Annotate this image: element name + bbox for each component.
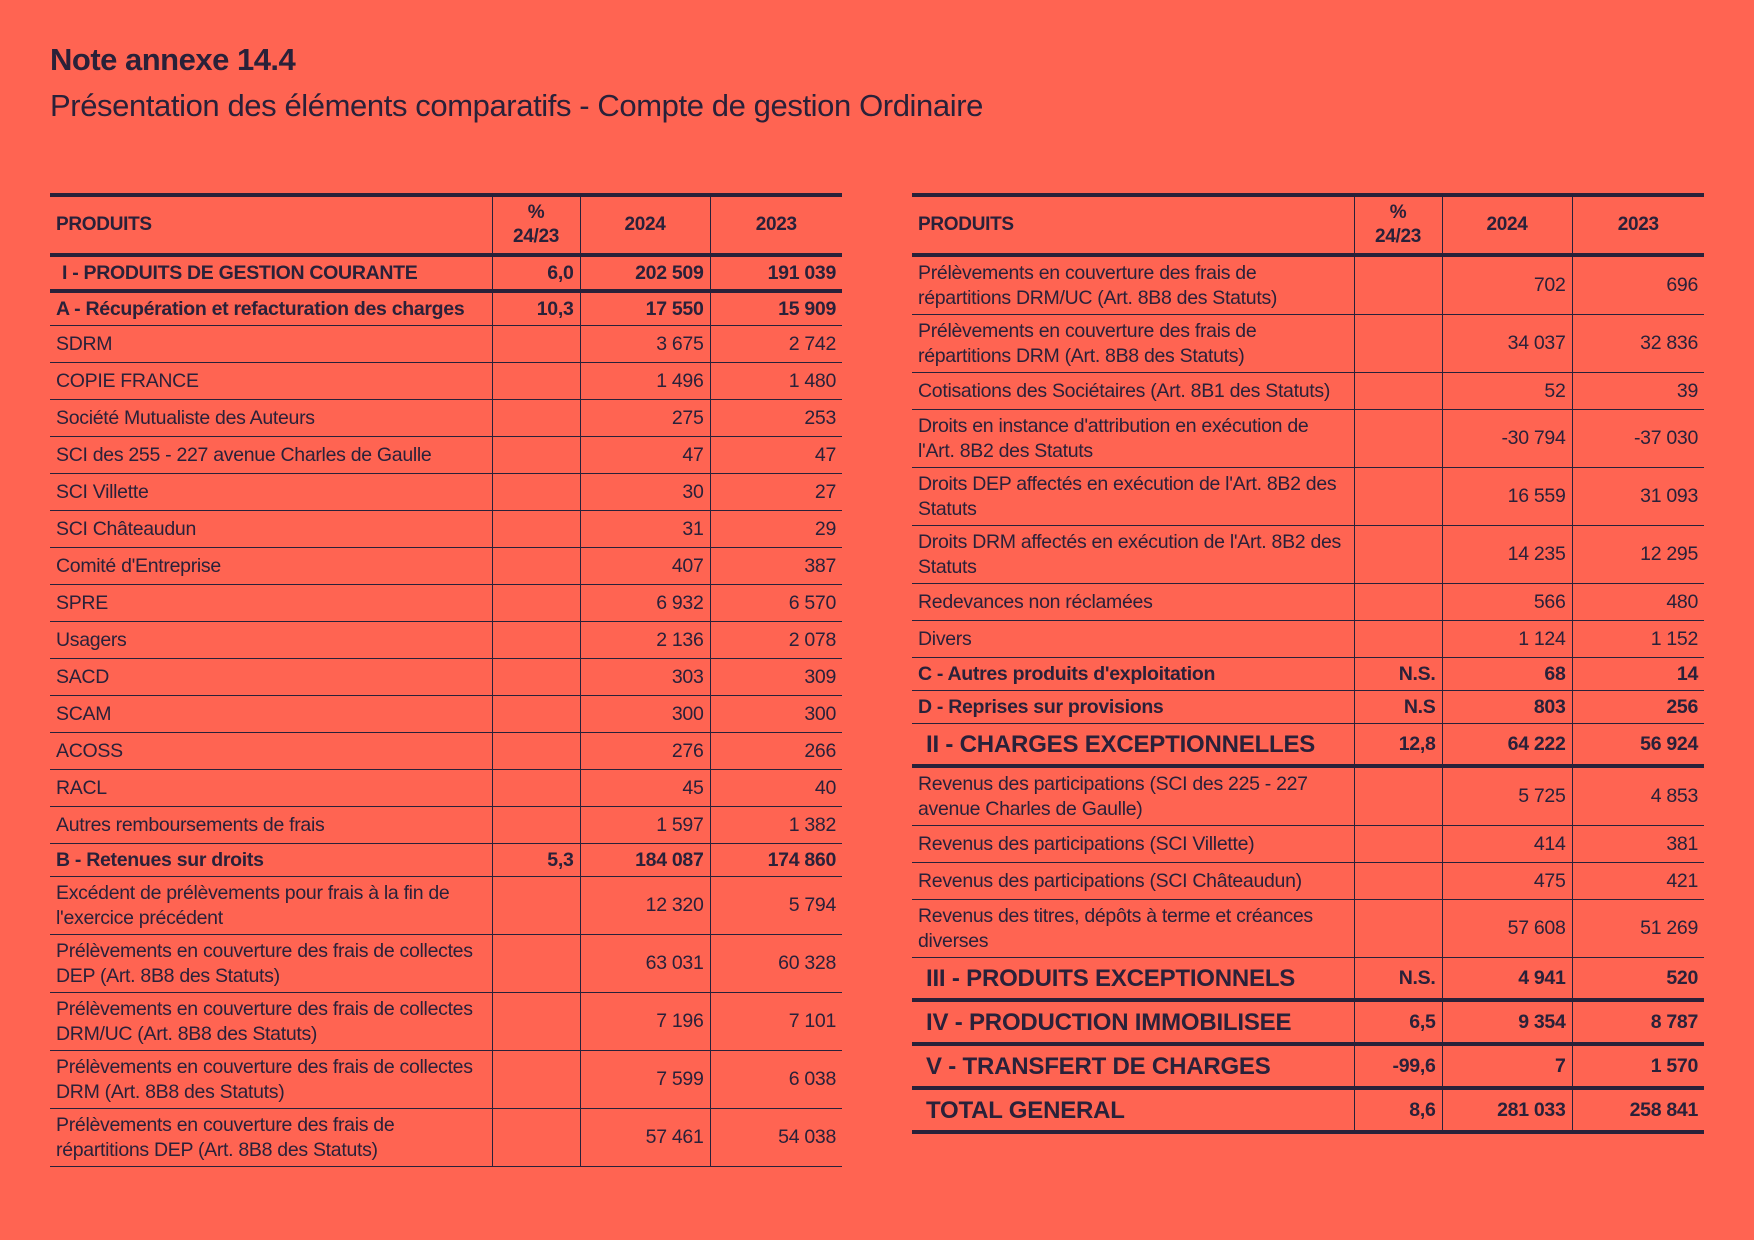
row-value-2023: 696 [1572, 255, 1704, 315]
row-pct: N.S [1354, 691, 1442, 724]
row-pct [1354, 766, 1442, 826]
table-row [912, 315, 1704, 373]
row-label: SCAM [50, 696, 492, 733]
row-value-2023: 6 038 [710, 1051, 842, 1109]
row-pct [492, 474, 580, 511]
row-value-2024: 702 [1442, 255, 1572, 315]
row-value-2024: 9 354 [1442, 1000, 1572, 1044]
row-pct [492, 511, 580, 548]
row-label: D - Reprises sur provisions [912, 691, 1354, 724]
section-row [50, 255, 842, 291]
row-pct [492, 733, 580, 770]
header-row [912, 195, 1704, 255]
row-value-2024: 16 559 [1442, 468, 1572, 526]
row-value-2023: 2 742 [710, 326, 842, 363]
row-pct [492, 622, 580, 659]
row-value-2024: 57 461 [580, 1109, 710, 1167]
row-label: RACL [50, 770, 492, 807]
row-pct [1354, 373, 1442, 410]
row-label: Prélèvements en couverture des frais de répartitions DEP (Art. 8B8 des Statuts) [50, 1109, 492, 1167]
row-value-2023: 27 [710, 474, 842, 511]
row-value-2023: -37 030 [1572, 410, 1704, 468]
row-label: COPIE FRANCE [50, 363, 492, 400]
row-label: Revenus des participations (SCI Châteaudun) [912, 863, 1354, 900]
row-value-2023: 480 [1572, 584, 1704, 621]
row-pct [492, 326, 580, 363]
row-label: SACD [50, 659, 492, 696]
row-value-2023: 381 [1572, 826, 1704, 863]
row-label: II - CHARGES EXCEPTIONNELLES [912, 724, 1354, 767]
section-row [912, 1088, 1704, 1132]
row-value-2024: 276 [580, 733, 710, 770]
row-value-2024: 34 037 [1442, 315, 1572, 373]
table-row [912, 766, 1704, 826]
row-pct [1354, 826, 1442, 863]
row-label: Prélèvements en couverture des frais de collectes DRM (Art. 8B8 des Statuts) [50, 1051, 492, 1109]
row-label: Droits DRM affectés en exécution de l'Art. 8B2 des Statuts [912, 526, 1354, 584]
table-row [50, 326, 842, 363]
table-row [912, 255, 1704, 315]
row-pct [492, 1051, 580, 1109]
table-row [50, 548, 842, 585]
section-row [50, 291, 842, 326]
row-value-2023: 39 [1572, 373, 1704, 410]
row-label: A - Récupération et refacturation des charges [50, 291, 492, 326]
row-value-2023: 2 078 [710, 622, 842, 659]
column-header-2023: 2023 [710, 195, 842, 255]
section-row [912, 1044, 1704, 1088]
row-pct [492, 585, 580, 622]
row-pct [492, 548, 580, 585]
row-value-2024: 57 608 [1442, 900, 1572, 958]
row-value-2024: 3 675 [580, 326, 710, 363]
row-pct: N.S. [1354, 958, 1442, 1001]
row-pct [1354, 900, 1442, 958]
row-value-2023: 309 [710, 659, 842, 696]
row-pct: N.S. [1354, 658, 1442, 691]
row-pct: 5,3 [492, 844, 580, 877]
row-value-2023: 56 924 [1572, 724, 1704, 767]
row-label: III - PRODUITS EXCEPTIONNELS [912, 958, 1354, 1001]
row-label: B - Retenues sur droits [50, 844, 492, 877]
row-pct [492, 1109, 580, 1167]
row-value-2023: 15 909 [710, 291, 842, 326]
table-row [50, 437, 842, 474]
section-row [912, 958, 1704, 1001]
right-table [912, 193, 1704, 1134]
row-value-2023: 266 [710, 733, 842, 770]
row-pct: 8,6 [1354, 1088, 1442, 1132]
table-row [50, 1109, 842, 1167]
row-value-2024: 475 [1442, 863, 1572, 900]
row-label: Excédent de prélèvements pour frais à la fin de l'exercice précédent [50, 877, 492, 935]
table-row [912, 584, 1704, 621]
row-value-2024: 47 [580, 437, 710, 474]
row-value-2023: 1 152 [1572, 621, 1704, 658]
table-row [50, 877, 842, 935]
row-value-2023: 6 570 [710, 585, 842, 622]
row-label: Revenus des participations (SCI des 225 - 227 avenue Charles de Gaulle) [912, 766, 1354, 826]
row-value-2023: 29 [710, 511, 842, 548]
row-value-2023: 4 853 [1572, 766, 1704, 826]
table-row [50, 733, 842, 770]
row-label: Usagers [50, 622, 492, 659]
row-value-2023: 54 038 [710, 1109, 842, 1167]
row-value-2023: 1 382 [710, 807, 842, 844]
row-pct [492, 993, 580, 1051]
row-value-2024: 4 941 [1442, 958, 1572, 1001]
page-title: Note annexe 14.4 [50, 42, 296, 77]
row-value-2023: 14 [1572, 658, 1704, 691]
row-label: Autres remboursements de frais [50, 807, 492, 844]
row-pct [492, 807, 580, 844]
row-value-2024: 184 087 [580, 844, 710, 877]
row-value-2023: 1 480 [710, 363, 842, 400]
row-label: Droits en instance d'attribution en exécution de l'Art. 8B2 des Statuts [912, 410, 1354, 468]
row-value-2023: 520 [1572, 958, 1704, 1001]
row-value-2024: 1 597 [580, 807, 710, 844]
row-pct [492, 877, 580, 935]
table-row [912, 373, 1704, 410]
row-pct [492, 696, 580, 733]
row-pct: 6,0 [492, 255, 580, 291]
row-value-2024: 12 320 [580, 877, 710, 935]
table-row [912, 900, 1704, 958]
row-value-2024: -30 794 [1442, 410, 1572, 468]
row-value-2023: 300 [710, 696, 842, 733]
row-value-2024: 2 136 [580, 622, 710, 659]
row-value-2024: 63 031 [580, 935, 710, 993]
row-value-2024: 52 [1442, 373, 1572, 410]
table-row [50, 511, 842, 548]
row-pct [492, 400, 580, 437]
row-value-2024: 7 196 [580, 993, 710, 1051]
row-label: Prélèvements en couverture des frais de répartitions DRM (Art. 8B8 des Statuts) [912, 315, 1354, 373]
row-value-2024: 5 725 [1442, 766, 1572, 826]
row-label: Cotisations des Sociétaires (Art. 8B1 des Statuts) [912, 373, 1354, 410]
row-value-2023: 258 841 [1572, 1088, 1704, 1132]
row-pct [1354, 410, 1442, 468]
column-header-2024: 2024 [1442, 195, 1572, 255]
table-row [50, 659, 842, 696]
column-header-label: PRODUITS [50, 195, 492, 255]
row-pct [1354, 863, 1442, 900]
row-label: ACOSS [50, 733, 492, 770]
row-value-2023: 47 [710, 437, 842, 474]
table-row [50, 935, 842, 993]
pct-symbol: % [1389, 202, 1407, 223]
row-value-2023: 253 [710, 400, 842, 437]
section-row [912, 658, 1704, 691]
table-row [912, 863, 1704, 900]
row-label: Prélèvements en couverture des frais de collectes DRM/UC (Art. 8B8 des Statuts) [50, 993, 492, 1051]
row-pct [492, 659, 580, 696]
row-value-2024: 281 033 [1442, 1088, 1572, 1132]
row-value-2024: 1 496 [580, 363, 710, 400]
row-label: I - PRODUITS DE GESTION COURANTE [50, 255, 492, 291]
row-pct [492, 363, 580, 400]
column-header-2024: 2024 [580, 195, 710, 255]
row-value-2023: 1 570 [1572, 1044, 1704, 1088]
table-row [50, 400, 842, 437]
section-row [912, 724, 1704, 767]
row-pct [1354, 315, 1442, 373]
row-pct [492, 935, 580, 993]
row-value-2024: 64 222 [1442, 724, 1572, 767]
row-value-2023: 387 [710, 548, 842, 585]
table-row [50, 770, 842, 807]
row-label: Revenus des titres, dépôts à terme et créances diverses [912, 900, 1354, 958]
row-value-2023: 421 [1572, 863, 1704, 900]
row-pct: 10,3 [492, 291, 580, 326]
row-pct [492, 770, 580, 807]
row-value-2023: 31 093 [1572, 468, 1704, 526]
row-pct: -99,6 [1354, 1044, 1442, 1088]
row-label: SCI Châteaudun [50, 511, 492, 548]
row-value-2024: 17 550 [580, 291, 710, 326]
row-pct: 12,8 [1354, 724, 1442, 767]
pct-period: 24/23 [512, 226, 560, 247]
row-pct [492, 437, 580, 474]
row-value-2024: 407 [580, 548, 710, 585]
row-value-2023: 174 860 [710, 844, 842, 877]
pct-symbol: % [527, 202, 545, 223]
page-subtitle: Présentation des éléments comparatifs - Compte de gestion Ordinaire [50, 88, 983, 123]
row-value-2024: 566 [1442, 584, 1572, 621]
row-value-2024: 414 [1442, 826, 1572, 863]
table-row [50, 474, 842, 511]
section-row [50, 844, 842, 877]
row-value-2024: 45 [580, 770, 710, 807]
column-header-pct [492, 195, 580, 255]
section-row [912, 691, 1704, 724]
table-row [912, 468, 1704, 526]
row-label: C - Autres produits d'exploitation [912, 658, 1354, 691]
row-value-2024: 1 124 [1442, 621, 1572, 658]
row-value-2023: 256 [1572, 691, 1704, 724]
row-label: SPRE [50, 585, 492, 622]
table-row [50, 1051, 842, 1109]
row-label: SCI Villette [50, 474, 492, 511]
row-value-2024: 300 [580, 696, 710, 733]
row-value-2023: 40 [710, 770, 842, 807]
row-pct [1354, 526, 1442, 584]
row-pct [1354, 468, 1442, 526]
row-value-2023: 51 269 [1572, 900, 1704, 958]
row-pct [1354, 255, 1442, 315]
row-value-2024: 6 932 [580, 585, 710, 622]
table-row [50, 585, 842, 622]
table-row [912, 526, 1704, 584]
table-row [50, 363, 842, 400]
header-row [50, 195, 842, 255]
column-header-2023: 2023 [1572, 195, 1704, 255]
row-value-2024: 31 [580, 511, 710, 548]
table-row [50, 993, 842, 1051]
table-row [50, 807, 842, 844]
row-label: Divers [912, 621, 1354, 658]
pct-period: 24/23 [1374, 226, 1422, 247]
row-value-2023: 32 836 [1572, 315, 1704, 373]
row-label: V - TRANSFERT DE CHARGES [912, 1044, 1354, 1088]
row-label: IV - PRODUCTION IMMOBILISEE [912, 1000, 1354, 1044]
row-label: Redevances non réclamées [912, 584, 1354, 621]
row-value-2024: 68 [1442, 658, 1572, 691]
table-row [912, 621, 1704, 658]
row-value-2024: 803 [1442, 691, 1572, 724]
row-value-2023: 5 794 [710, 877, 842, 935]
column-header-pct [1354, 195, 1442, 255]
row-label: TOTAL GENERAL [912, 1088, 1354, 1132]
row-label: Société Mutualiste des Auteurs [50, 400, 492, 437]
row-value-2023: 12 295 [1572, 526, 1704, 584]
row-value-2024: 275 [580, 400, 710, 437]
row-label: SDRM [50, 326, 492, 363]
row-value-2024: 7 [1442, 1044, 1572, 1088]
row-pct [1354, 584, 1442, 621]
row-value-2023: 191 039 [710, 255, 842, 291]
row-value-2024: 7 599 [580, 1051, 710, 1109]
row-value-2023: 60 328 [710, 935, 842, 993]
row-label: Prélèvements en couverture des frais de répartitions DRM/UC (Art. 8B8 des Statuts) [912, 255, 1354, 315]
row-value-2023: 8 787 [1572, 1000, 1704, 1044]
left-table [50, 193, 842, 1167]
column-header-label: PRODUITS [912, 195, 1354, 255]
row-label: SCI des 255 - 227 avenue Charles de Gaulle [50, 437, 492, 474]
row-value-2024: 303 [580, 659, 710, 696]
row-value-2023: 7 101 [710, 993, 842, 1051]
row-value-2024: 202 509 [580, 255, 710, 291]
row-label: Comité d'Entreprise [50, 548, 492, 585]
row-label: Prélèvements en couverture des frais de collectes DEP (Art. 8B8 des Statuts) [50, 935, 492, 993]
row-label: Droits DEP affectés en exécution de l'Art. 8B2 des Statuts [912, 468, 1354, 526]
table-row [912, 410, 1704, 468]
row-label: Revenus des participations (SCI Villette) [912, 826, 1354, 863]
row-value-2024: 30 [580, 474, 710, 511]
table-row [50, 622, 842, 659]
row-value-2024: 14 235 [1442, 526, 1572, 584]
table-row [912, 826, 1704, 863]
section-row [912, 1000, 1704, 1044]
table-row [50, 696, 842, 733]
row-pct [1354, 621, 1442, 658]
row-pct: 6,5 [1354, 1000, 1442, 1044]
